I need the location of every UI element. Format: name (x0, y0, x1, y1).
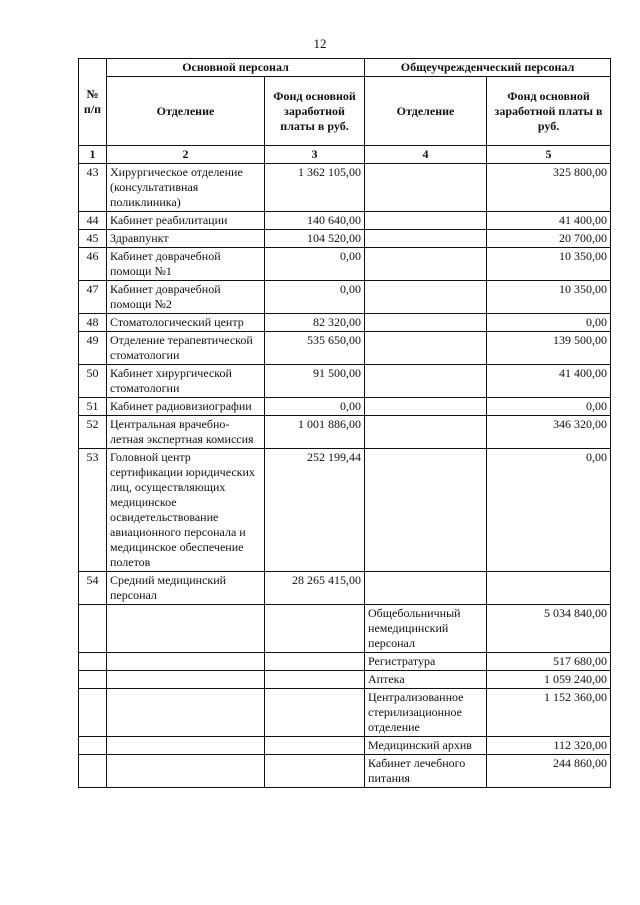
fund-amount (265, 689, 365, 737)
department-2 (365, 281, 487, 314)
department-2: Централизованное стерилизационное отделение (365, 689, 487, 737)
fund-amount-2: 112 320,00 (487, 737, 611, 755)
department-2 (365, 212, 487, 230)
table-row (79, 572, 611, 605)
fund-amount: 0,00 (265, 398, 365, 416)
row-number: 43 (79, 164, 107, 212)
department-2 (365, 449, 487, 572)
column-number: 5 (487, 146, 611, 164)
department: Головной центр сертификации юридических лиц, осуществляющих медицинское освидетельствование авиационного персонала и медицинское обеспечение полетов (107, 449, 265, 572)
table-row (79, 332, 611, 365)
department: Кабинет радиовизиографии (107, 398, 265, 416)
row-number: 50 (79, 365, 107, 398)
fund-amount: 252 199,44 (265, 449, 365, 572)
table-row (79, 164, 611, 212)
row-number (79, 671, 107, 689)
row-number: 51 (79, 398, 107, 416)
department-2 (365, 416, 487, 449)
row-number: 45 (79, 230, 107, 248)
table-row (79, 689, 611, 737)
department: Здравпункт (107, 230, 265, 248)
row-number (79, 653, 107, 671)
department (107, 671, 265, 689)
department: Отделение терапевтической стоматологии (107, 332, 265, 365)
fund-amount-2 (487, 572, 611, 605)
row-number (79, 689, 107, 737)
fund-amount-2: 1 059 240,00 (487, 671, 611, 689)
column-number-row (79, 146, 611, 164)
header-group-main: Основной персонал (107, 59, 365, 77)
row-number: 48 (79, 314, 107, 332)
fund-amount (265, 737, 365, 755)
row-number: 52 (79, 416, 107, 449)
department (107, 605, 265, 653)
table-row (79, 230, 611, 248)
fund-amount: 28 265 415,00 (265, 572, 365, 605)
fund-amount-2: 1 152 360,00 (487, 689, 611, 737)
row-number: 53 (79, 449, 107, 572)
fund-amount-2: 244 860,00 (487, 755, 611, 788)
column-number: 1 (79, 146, 107, 164)
fund-amount-2: 139 500,00 (487, 332, 611, 365)
department: Стоматологический центр (107, 314, 265, 332)
department: Кабинет доврачебной помощи №2 (107, 281, 265, 314)
fund-amount-2: 41 400,00 (487, 365, 611, 398)
department (107, 689, 265, 737)
department-2: Общебольничный немедицинский персонал (365, 605, 487, 653)
table-row (79, 398, 611, 416)
salary-fund-table (78, 58, 611, 788)
department: Кабинет реабилитации (107, 212, 265, 230)
fund-amount: 535 650,00 (265, 332, 365, 365)
fund-amount-2: 0,00 (487, 449, 611, 572)
fund-amount-2: 0,00 (487, 398, 611, 416)
table-row (79, 314, 611, 332)
department-2 (365, 398, 487, 416)
fund-amount: 0,00 (265, 281, 365, 314)
header-department: Отделение (107, 77, 265, 146)
header-fund: Фонд основной заработной платы в руб. (265, 77, 365, 146)
department-2 (365, 248, 487, 281)
department-2: Регистратура (365, 653, 487, 671)
fund-amount (265, 755, 365, 788)
department: Средний медицинский персонал (107, 572, 265, 605)
fund-amount: 91 500,00 (265, 365, 365, 398)
department: Кабинет хирургической стоматологии (107, 365, 265, 398)
department (107, 653, 265, 671)
fund-amount-2: 517 680,00 (487, 653, 611, 671)
fund-amount: 1 362 105,00 (265, 164, 365, 212)
fund-amount-2: 325 800,00 (487, 164, 611, 212)
department (107, 755, 265, 788)
fund-amount-2: 10 350,00 (487, 248, 611, 281)
department-2 (365, 314, 487, 332)
fund-amount-2: 0,00 (487, 314, 611, 332)
department: Хирургическое отделение (консультативная поликлиника) (107, 164, 265, 212)
fund-amount (265, 605, 365, 653)
fund-amount-2: 346 320,00 (487, 416, 611, 449)
table-row (79, 365, 611, 398)
department-2 (365, 332, 487, 365)
fund-amount-2: 5 034 840,00 (487, 605, 611, 653)
table-row (79, 449, 611, 572)
row-number: 46 (79, 248, 107, 281)
header-fund-2: Фонд основной заработной платы в руб. (487, 77, 611, 146)
department-2: Медицинский архив (365, 737, 487, 755)
header-group-general: Общеучрежденческий персонал (365, 59, 611, 77)
column-number: 3 (265, 146, 365, 164)
row-number (79, 737, 107, 755)
row-number: 49 (79, 332, 107, 365)
fund-amount: 0,00 (265, 248, 365, 281)
department-2 (365, 365, 487, 398)
fund-amount-2: 41 400,00 (487, 212, 611, 230)
department-2 (365, 572, 487, 605)
table-row (79, 755, 611, 788)
table-row (79, 653, 611, 671)
department (107, 737, 265, 755)
table-row (79, 212, 611, 230)
row-number: 47 (79, 281, 107, 314)
fund-amount-2: 20 700,00 (487, 230, 611, 248)
table-row (79, 671, 611, 689)
department-2: Аптека (365, 671, 487, 689)
fund-amount: 104 520,00 (265, 230, 365, 248)
header-department-2: Отделение (365, 77, 487, 146)
table-row (79, 605, 611, 653)
row-number (79, 755, 107, 788)
fund-amount: 140 640,00 (265, 212, 365, 230)
department-2 (365, 164, 487, 212)
fund-amount (265, 653, 365, 671)
header-number: № п/п (79, 59, 107, 146)
table-row (79, 248, 611, 281)
fund-amount: 1 001 886,00 (265, 416, 365, 449)
fund-amount-2: 10 350,00 (487, 281, 611, 314)
fund-amount: 82 320,00 (265, 314, 365, 332)
row-number (79, 605, 107, 653)
row-number: 54 (79, 572, 107, 605)
department: Центральная врачебно-летная экспертная комиссия (107, 416, 265, 449)
table-row (79, 737, 611, 755)
department-2: Кабинет лечебного питания (365, 755, 487, 788)
table-row (79, 416, 611, 449)
row-number: 44 (79, 212, 107, 230)
column-number: 4 (365, 146, 487, 164)
department-2 (365, 230, 487, 248)
table-row (79, 281, 611, 314)
fund-amount (265, 671, 365, 689)
page-number: 12 (313, 36, 327, 51)
column-number: 2 (107, 146, 265, 164)
department: Кабинет доврачебной помощи №1 (107, 248, 265, 281)
